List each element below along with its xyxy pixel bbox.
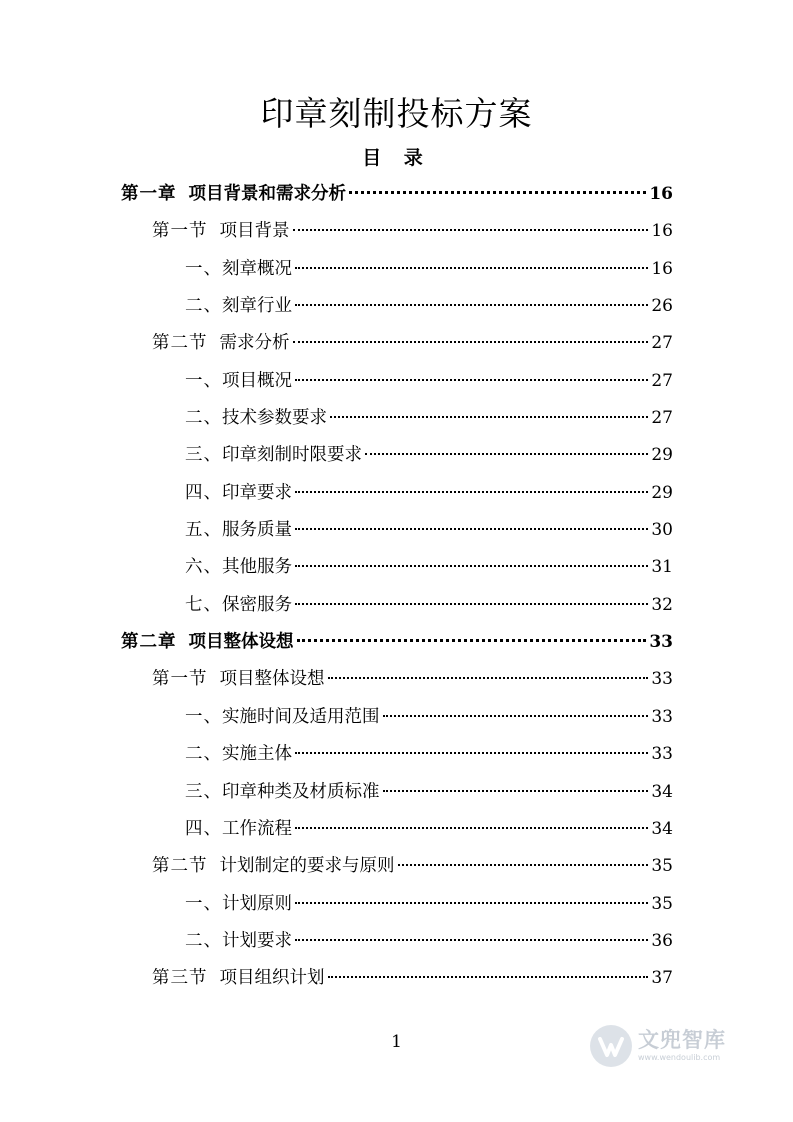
toc-leader-dots (295, 902, 648, 904)
toc-entry[interactable] (185, 251, 673, 288)
toc-entry-page: 34 (651, 781, 673, 802)
toc-leader-dots (293, 229, 649, 231)
toc-entry-prefix: 一、 (185, 706, 222, 727)
toc-entry-label (185, 699, 380, 736)
toc-entry-text: 项目背景 (219, 221, 290, 242)
toc-entry-label (185, 587, 292, 624)
toc-entry-text: 印章刻制时限要求 (222, 445, 362, 466)
toc-leader-dots (295, 528, 648, 530)
toc-entry-prefix: 二、 (185, 930, 222, 951)
toc-leader-dots (295, 304, 648, 306)
toc-entry-page: 29 (651, 482, 673, 503)
toc-entry-label (185, 475, 292, 512)
toc-entry-text: 保密服务 (222, 594, 292, 615)
toc-entry-prefix: 三、 (185, 781, 222, 802)
toc-entry-label (152, 661, 325, 698)
toc-entry-page: 33 (651, 669, 673, 690)
toc-entry-text: 印章种类及材质标准 (222, 781, 380, 802)
toc-entry-text: 刻章行业 (222, 296, 292, 317)
toc-entry-prefix: 三、 (185, 445, 222, 466)
toc-entry[interactable] (152, 213, 673, 250)
toc-entry-prefix: 六、 (185, 557, 222, 578)
toc-entry[interactable] (185, 811, 673, 848)
wendou-logo-icon (588, 1023, 634, 1069)
toc-leader-dots (383, 790, 649, 792)
toc-entry[interactable] (185, 923, 673, 960)
toc-entry-label (185, 774, 380, 811)
toc-entry-label (185, 400, 327, 437)
table-of-contents (0, 176, 793, 998)
toc-leader-dots (295, 267, 648, 269)
toc-leader-dots (295, 491, 648, 493)
toc-entry[interactable] (185, 549, 673, 586)
toc-entry[interactable] (152, 325, 673, 362)
toc-leader-dots (365, 453, 648, 455)
toc-entry-label (185, 512, 292, 549)
toc-entry-page: 32 (651, 594, 673, 615)
toc-entry-label (121, 176, 346, 213)
toc-entry-label (185, 437, 362, 474)
toc-entry-prefix: 四、 (185, 482, 222, 503)
toc-entry-prefix: 七、 (185, 594, 222, 615)
toc-leader-dots (297, 639, 647, 642)
toc-entry[interactable] (185, 774, 673, 811)
toc-entry-prefix: 第一节 (152, 669, 208, 690)
toc-entry-prefix: 二、 (185, 744, 222, 765)
toc-leader-dots (328, 976, 649, 978)
toc-entry[interactable] (152, 960, 673, 997)
toc-entry-page: 27 (651, 408, 673, 429)
toc-entry-prefix: 二、 (185, 296, 222, 317)
toc-entry[interactable] (185, 475, 673, 512)
toc-entry-page: 31 (651, 557, 673, 578)
toc-leader-dots (295, 379, 648, 381)
watermark (588, 1018, 758, 1074)
toc-entry-page: 33 (649, 632, 673, 653)
toc-entry-page: 27 (651, 370, 673, 391)
toc-entry-label (185, 549, 292, 586)
toc-entry-page: 35 (651, 893, 673, 914)
toc-entry-label (152, 325, 290, 362)
toc-entry-text: 工作流程 (222, 818, 292, 839)
toc-entry-text: 计划要求 (222, 930, 292, 951)
toc-entry-label (185, 363, 292, 400)
watermark-url: www.wendoulib.com (638, 1053, 721, 1062)
toc-entry[interactable] (185, 736, 673, 773)
toc-entry-prefix: 第三节 (152, 968, 208, 989)
toc-entry-page: 34 (651, 818, 673, 839)
toc-entry-text: 其他服务 (222, 557, 292, 578)
toc-entry-text: 计划原则 (222, 893, 292, 914)
toc-entry-page: 26 (651, 296, 673, 317)
toc-entry-text: 项目概况 (222, 370, 292, 391)
toc-leader-dots (398, 864, 649, 866)
toc-entry-prefix: 四、 (185, 818, 222, 839)
toc-entry-prefix: 第二章 (121, 632, 177, 653)
toc-entry-text: 项目组织计划 (219, 968, 325, 989)
toc-entry-label (185, 251, 292, 288)
toc-entry-text: 计划制定的要求与原则 (219, 856, 395, 877)
toc-entry-label (121, 624, 294, 661)
toc-leader-dots (349, 191, 646, 194)
toc-entry-text: 实施主体 (222, 744, 292, 765)
toc-entry-text: 项目整体设想 (219, 669, 325, 690)
toc-leader-dots (295, 939, 648, 941)
toc-entry[interactable] (185, 400, 673, 437)
toc-entry-page: 35 (651, 856, 673, 877)
toc-entry[interactable] (185, 437, 673, 474)
toc-entry-prefix: 一、 (185, 258, 222, 279)
toc-entry-label (185, 288, 292, 325)
toc-entry-label (185, 811, 292, 848)
toc-entry[interactable] (185, 587, 673, 624)
toc-entry-prefix: 五、 (185, 520, 222, 541)
toc-entry-text: 实施时间及适用范围 (222, 706, 380, 727)
toc-leader-dots (295, 752, 648, 754)
toc-leader-dots (295, 827, 648, 829)
toc-entry-page: 33 (651, 706, 673, 727)
toc-leader-dots (295, 565, 648, 567)
toc-entry[interactable] (121, 176, 673, 213)
toc-entry-page: 37 (651, 968, 673, 989)
toc-entry-text: 刻章概况 (222, 258, 292, 279)
toc-entry-prefix: 第二节 (152, 333, 208, 354)
toc-entry-prefix: 一、 (185, 370, 222, 391)
toc-entry-page: 30 (651, 520, 673, 541)
page-title: 印章刻制投标方案 (260, 94, 533, 133)
toc-entry-prefix: 第一节 (152, 221, 208, 242)
toc-entry[interactable] (121, 624, 673, 661)
toc-entry-prefix: 第一章 (121, 184, 177, 204)
toc-heading: 目 录 (362, 147, 431, 169)
toc-entry-page: 16 (651, 258, 673, 279)
toc-entry[interactable] (185, 512, 673, 549)
toc-entry-page: 36 (651, 930, 673, 951)
toc-entry-text: 项目整体设想 (188, 632, 294, 653)
toc-entry-text: 服务质量 (222, 520, 292, 541)
toc-entry[interactable] (185, 886, 673, 923)
toc-entry-prefix: 一、 (185, 893, 222, 914)
toc-leader-dots (295, 603, 648, 605)
toc-entry-label (152, 213, 290, 250)
toc-leader-dots (328, 677, 649, 679)
toc-entry[interactable] (185, 699, 673, 736)
toc-entry-text: 印章要求 (222, 482, 292, 503)
toc-entry[interactable] (185, 363, 673, 400)
toc-entry-label (185, 923, 292, 960)
toc-leader-dots (293, 341, 649, 343)
toc-entry-prefix: 第二节 (152, 856, 208, 877)
toc-entry-page: 27 (651, 333, 673, 354)
toc-entry-page: 33 (651, 744, 673, 765)
toc-entry-label (152, 960, 325, 997)
toc-entry-page: 16 (649, 184, 673, 204)
toc-entry-page: 16 (651, 221, 673, 242)
toc-entry-text: 项目背景和需求分析 (188, 184, 346, 204)
toc-entry[interactable] (152, 848, 673, 885)
toc-entry[interactable] (152, 661, 673, 698)
toc-entry[interactable] (185, 288, 673, 325)
toc-entry-label (185, 736, 292, 773)
toc-entry-text: 需求分析 (219, 333, 290, 354)
toc-entry-label (152, 848, 395, 885)
toc-leader-dots (383, 715, 649, 717)
toc-entry-page: 29 (651, 445, 673, 466)
toc-entry-text: 技术参数要求 (222, 408, 327, 429)
toc-entry-label (185, 886, 292, 923)
watermark-name: 文兜智库 (638, 1028, 726, 1052)
toc-leader-dots (330, 416, 648, 418)
page-number: 1 (391, 1032, 402, 1052)
toc-entry-prefix: 二、 (185, 408, 222, 429)
